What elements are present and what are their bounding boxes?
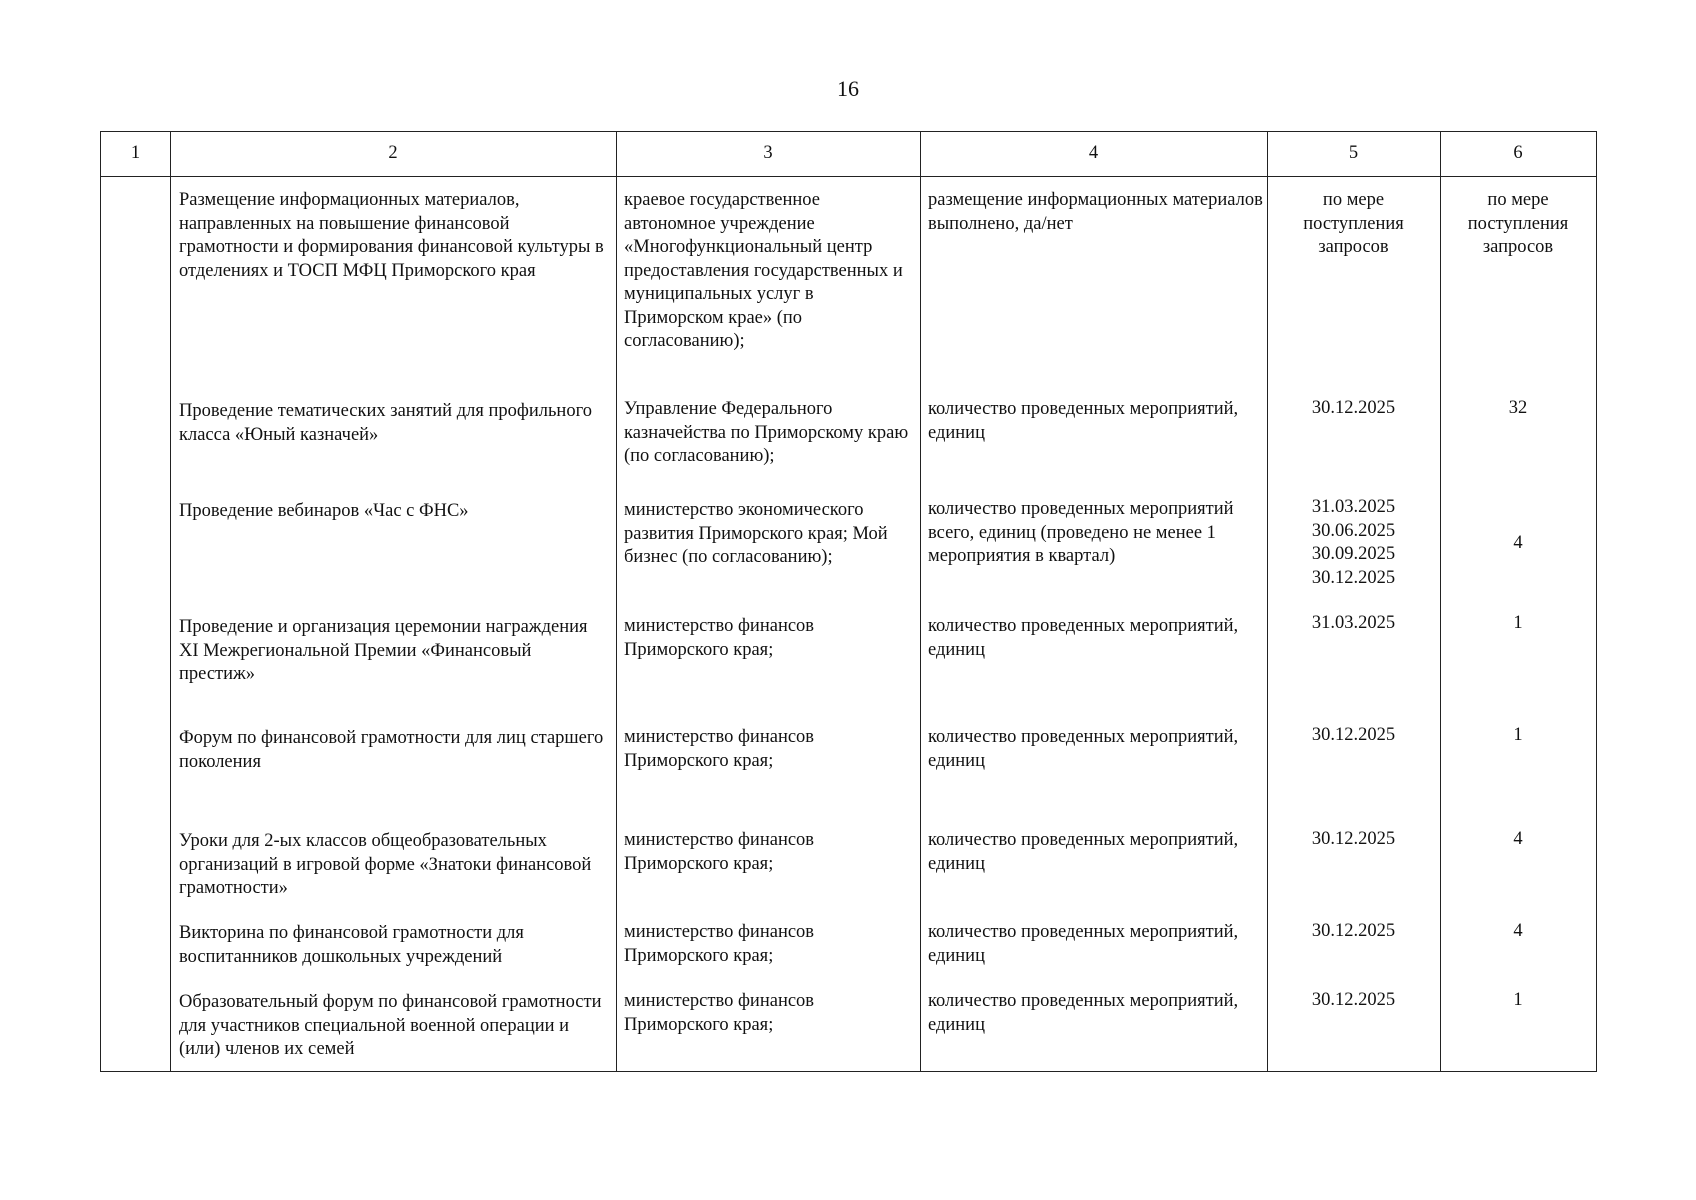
value-cell: 1: [1513, 725, 1523, 745]
activity-cell: Проведение вебинаров «Час с ФНС»: [179, 501, 469, 521]
executor-cell: Управление Федерального казначейства по Приморскому краю (по согласованию);: [624, 399, 909, 466]
activity-cell: Размещение информационных материалов, направленных на повышение финансовой грамотности и формирования финансовой культуры в отделениях и ТОСП МФЦ Приморского края: [179, 190, 604, 281]
activity-cell: Викторина по финансовой грамотности для воспитанников дошкольных учреждений: [179, 923, 524, 967]
executor-cell: министерство финансов Приморского края;: [624, 616, 815, 660]
activity-cell: Образовательный форум по финансовой грамотности для участников специальной военной операции и (или) членов их семей: [179, 992, 602, 1059]
grid-line: [170, 132, 171, 1071]
indicator-cell: количество проведенных мероприятий, единиц: [928, 399, 1239, 443]
deadline-cell: по мере поступления запросов: [1303, 190, 1404, 257]
value-cell: 4: [1513, 533, 1523, 553]
deadline-cell: 30.12.2025: [1311, 990, 1396, 1010]
activity-cell: Проведение и организация церемонии награждения XI Межрегиональной Премии «Финансовый престиж»: [179, 617, 588, 684]
activity-cell: Уроки для 2-ых классов общеобразовательных организаций в игровой форме «Знатоки финансовой грамотности»: [179, 831, 592, 898]
executor-cell: краевое государственное автономное учреждение «Многофункциональный центр предоставления государственных и муниципальных услуг в Приморском крае» (по согласованию);: [624, 190, 903, 351]
value-cell: 1: [1513, 613, 1523, 633]
header-col-3: 3: [763, 143, 773, 163]
indicator-cell: количество проведенных мероприятий, единиц: [928, 727, 1239, 771]
indicator-cell: количество проведенных мероприятий, единиц: [928, 616, 1239, 660]
activity-cell: Форум по финансовой грамотности для лиц старшего поколения: [179, 728, 604, 772]
value-cell: 32: [1508, 398, 1528, 418]
indicator-cell: размещение информационных материалов выполнено, да/нет: [928, 190, 1263, 234]
deadline-cell: 30.12.2025: [1311, 725, 1396, 745]
grid-line: [616, 132, 617, 1071]
grid-line: [920, 132, 921, 1071]
activity-cell: Проведение тематических занятий для профильного класса «Юный казначей»: [179, 401, 592, 445]
header-col-1: 1: [130, 143, 141, 163]
executor-cell: министерство экономического развития Приморского края; Мой бизнес (по согласованию);: [624, 500, 888, 567]
page-number: 16: [837, 76, 859, 101]
header-col-2: 2: [388, 143, 398, 163]
indicator-cell: количество проведенных мероприятий, единиц: [928, 830, 1239, 874]
executor-cell: министерство финансов Приморского края;: [624, 830, 815, 874]
deadline-cell: 30.12.2025: [1311, 398, 1396, 418]
header-divider: [101, 176, 1596, 177]
header-col-5: 5: [1348, 143, 1359, 163]
executor-cell: министерство финансов Приморского края;: [624, 922, 815, 966]
indicator-cell: количество проведенных мероприятий, единиц: [928, 991, 1239, 1035]
header-col-6: 6: [1513, 143, 1523, 163]
value-cell: 1: [1513, 990, 1523, 1010]
header-col-4: 4: [1088, 143, 1099, 163]
deadline-cell: 31.03.2025 30.06.2025 30.09.2025 30.12.2025: [1311, 497, 1396, 588]
executor-cell: министерство финансов Приморского края;: [624, 991, 815, 1035]
value-cell: по мере поступления запросов: [1467, 190, 1569, 257]
indicator-cell: количество проведенных мероприятий, единиц: [928, 922, 1239, 966]
executor-cell: министерство финансов Приморского края;: [624, 727, 815, 771]
deadline-cell: 30.12.2025: [1311, 829, 1396, 849]
deadline-cell: 30.12.2025: [1311, 921, 1396, 941]
value-cell: 4: [1513, 829, 1523, 849]
activities-table: [100, 131, 1597, 1072]
deadline-cell: 31.03.2025: [1311, 613, 1396, 633]
value-cell: 4: [1513, 921, 1523, 941]
indicator-cell: количество проведенных мероприятий всего, единиц (проведено не менее 1 мероприятия в квартал): [928, 499, 1234, 566]
